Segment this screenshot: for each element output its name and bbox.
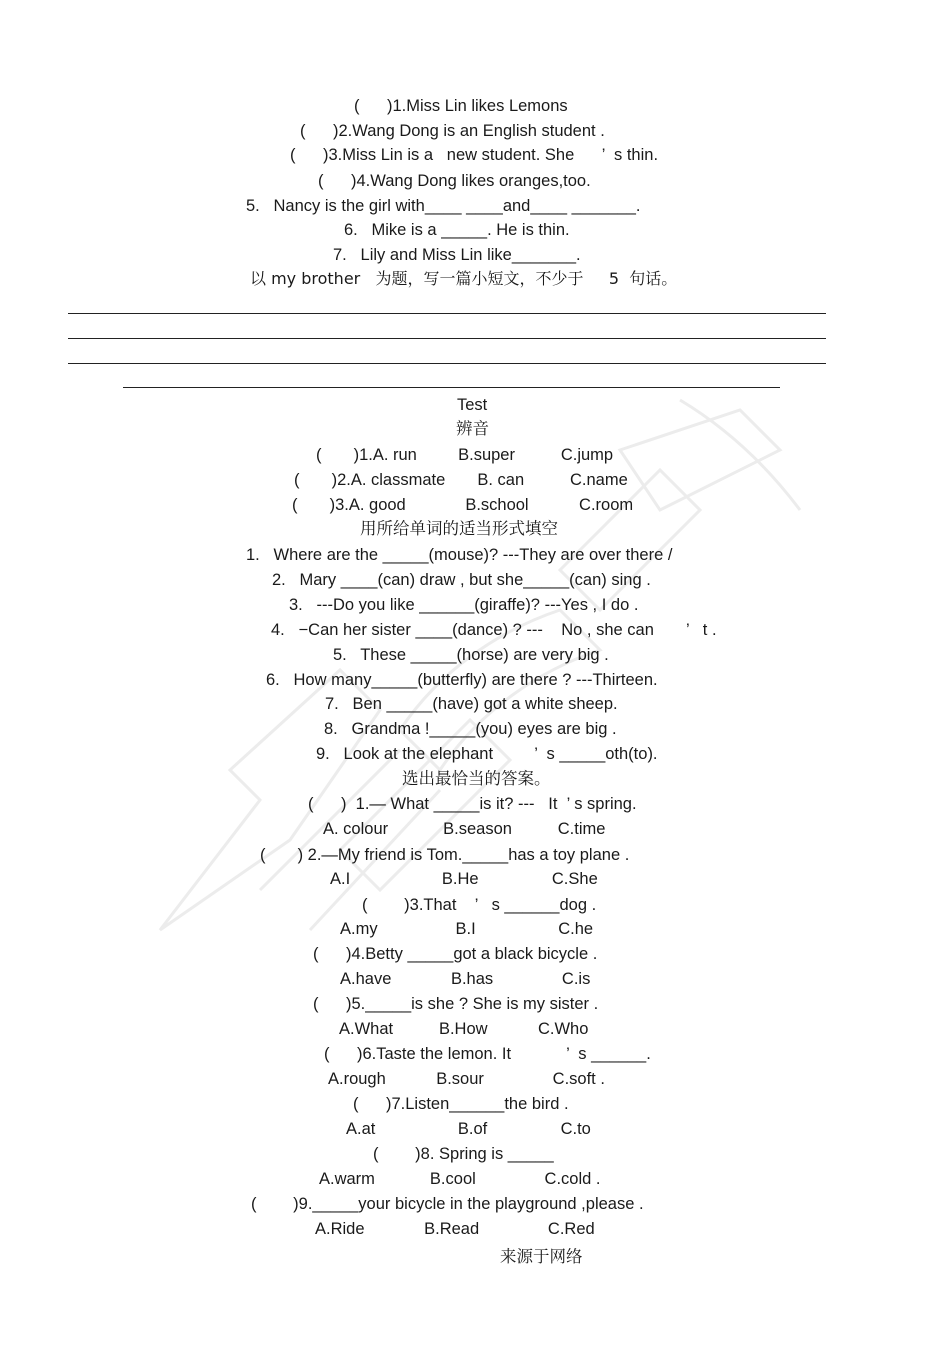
fill-question-5: 5. Nancy is the girl with____ ____and____ _______. xyxy=(246,197,641,215)
word-form-item-5: 5. These _____(horse) are very big . xyxy=(333,646,609,664)
choice-question-4: ( )4.Betty _____got a black bicycle . xyxy=(313,945,598,963)
writing-line xyxy=(123,387,780,388)
choice-options-9: A.Ride B.Read C.Red xyxy=(315,1220,595,1238)
tf-question-1: ( )1.Miss Lin likes Lemons xyxy=(354,97,568,115)
writing-prompt: 以 my brother 为题，写一篇小短文，不少于 5 句话。 xyxy=(250,269,678,288)
tf-question-3: ( )3.Miss Lin is a new student. She ’ s thin. xyxy=(290,146,659,164)
choice-options-5: A.What B.How C.Who xyxy=(339,1020,589,1038)
choice-options-7: A.at B.of C.to xyxy=(346,1120,591,1138)
word-form-item-6: 6. How many_____(butterfly) are there ? ---Thirteen. xyxy=(266,671,658,689)
choice-options-8: A.warm B.cool C.cold . xyxy=(319,1170,601,1188)
word-form-item-9: 9. Look at the elephant ’ s _____oth(to). xyxy=(316,745,658,763)
writing-line xyxy=(68,313,826,314)
word-form-item-8: 8. Grandma !_____(you) eyes are big . xyxy=(324,720,617,738)
choice-options-3: A.my B.I C.he xyxy=(340,920,594,938)
fill-question-6: 6. Mike is a _____. He is thin. xyxy=(344,221,570,239)
choice-question-7: ( )7.Listen______the bird . xyxy=(353,1095,569,1113)
tf-question-2: ( )2.Wang Dong is an English student . xyxy=(300,122,605,140)
choice-question-6: ( )6.Taste the lemon. It ’ s ______. xyxy=(324,1045,651,1063)
choice-question-5: ( )5._____is she ? She is my sister . xyxy=(313,995,599,1013)
choice-question-9: ( )9._____your bicycle in the playground ,please . xyxy=(251,1195,644,1213)
choice-question-3: ( )3.That ’ s ______dog . xyxy=(362,896,597,914)
test-title: Test xyxy=(457,396,488,414)
choice-options-1: A. colour B.season C.time xyxy=(323,820,606,838)
writing-line xyxy=(68,338,826,339)
choice-question-2: ( ) 2.—My friend is Tom._____has a toy plane . xyxy=(260,846,630,864)
section-title-phonics: 辨音 xyxy=(456,419,489,438)
word-form-item-4: 4. −Can her sister ____(dance) ? --- No , she can ’ t . xyxy=(271,621,717,639)
writing-line xyxy=(68,363,826,364)
footer-source: 来源于网络 xyxy=(500,1247,583,1266)
section-title-choice: 选出最恰当的答案。 xyxy=(402,769,551,788)
word-form-item-1: 1. Where are the _____(mouse)? ---They are over there / xyxy=(246,546,673,564)
fill-question-7: 7. Lily and Miss Lin like_______. xyxy=(333,246,581,264)
choice-question-1: ( ) 1.— What _____is it? --- It ’ s spring. xyxy=(308,795,637,813)
phonics-item-2: ( )2.A. classmate B. can C.name xyxy=(294,471,628,489)
word-form-item-3: 3. ---Do you like ______(giraffe)? ---Yes , I do . xyxy=(289,596,639,614)
word-form-item-2: 2. Mary ____(can) draw , but she_____(can) sing . xyxy=(272,571,651,589)
choice-options-4: A.have B.has C.is xyxy=(340,970,591,988)
section-title-word-forms: 用所给单词的适当形式填空 xyxy=(360,519,558,538)
choice-question-8: ( )8. Spring is _____ xyxy=(373,1145,554,1163)
phonics-item-1: ( )1.A. run B.super C.jump xyxy=(316,446,614,464)
word-form-item-7: 7. Ben _____(have) got a white sheep. xyxy=(325,695,618,713)
choice-options-2: A.I B.He C.She xyxy=(330,870,598,888)
phonics-item-3: ( )3.A. good B.school C.room xyxy=(292,496,634,514)
tf-question-4: ( )4.Wang Dong likes oranges,too. xyxy=(318,172,591,190)
choice-options-6: A.rough B.sour C.soft . xyxy=(328,1070,605,1088)
